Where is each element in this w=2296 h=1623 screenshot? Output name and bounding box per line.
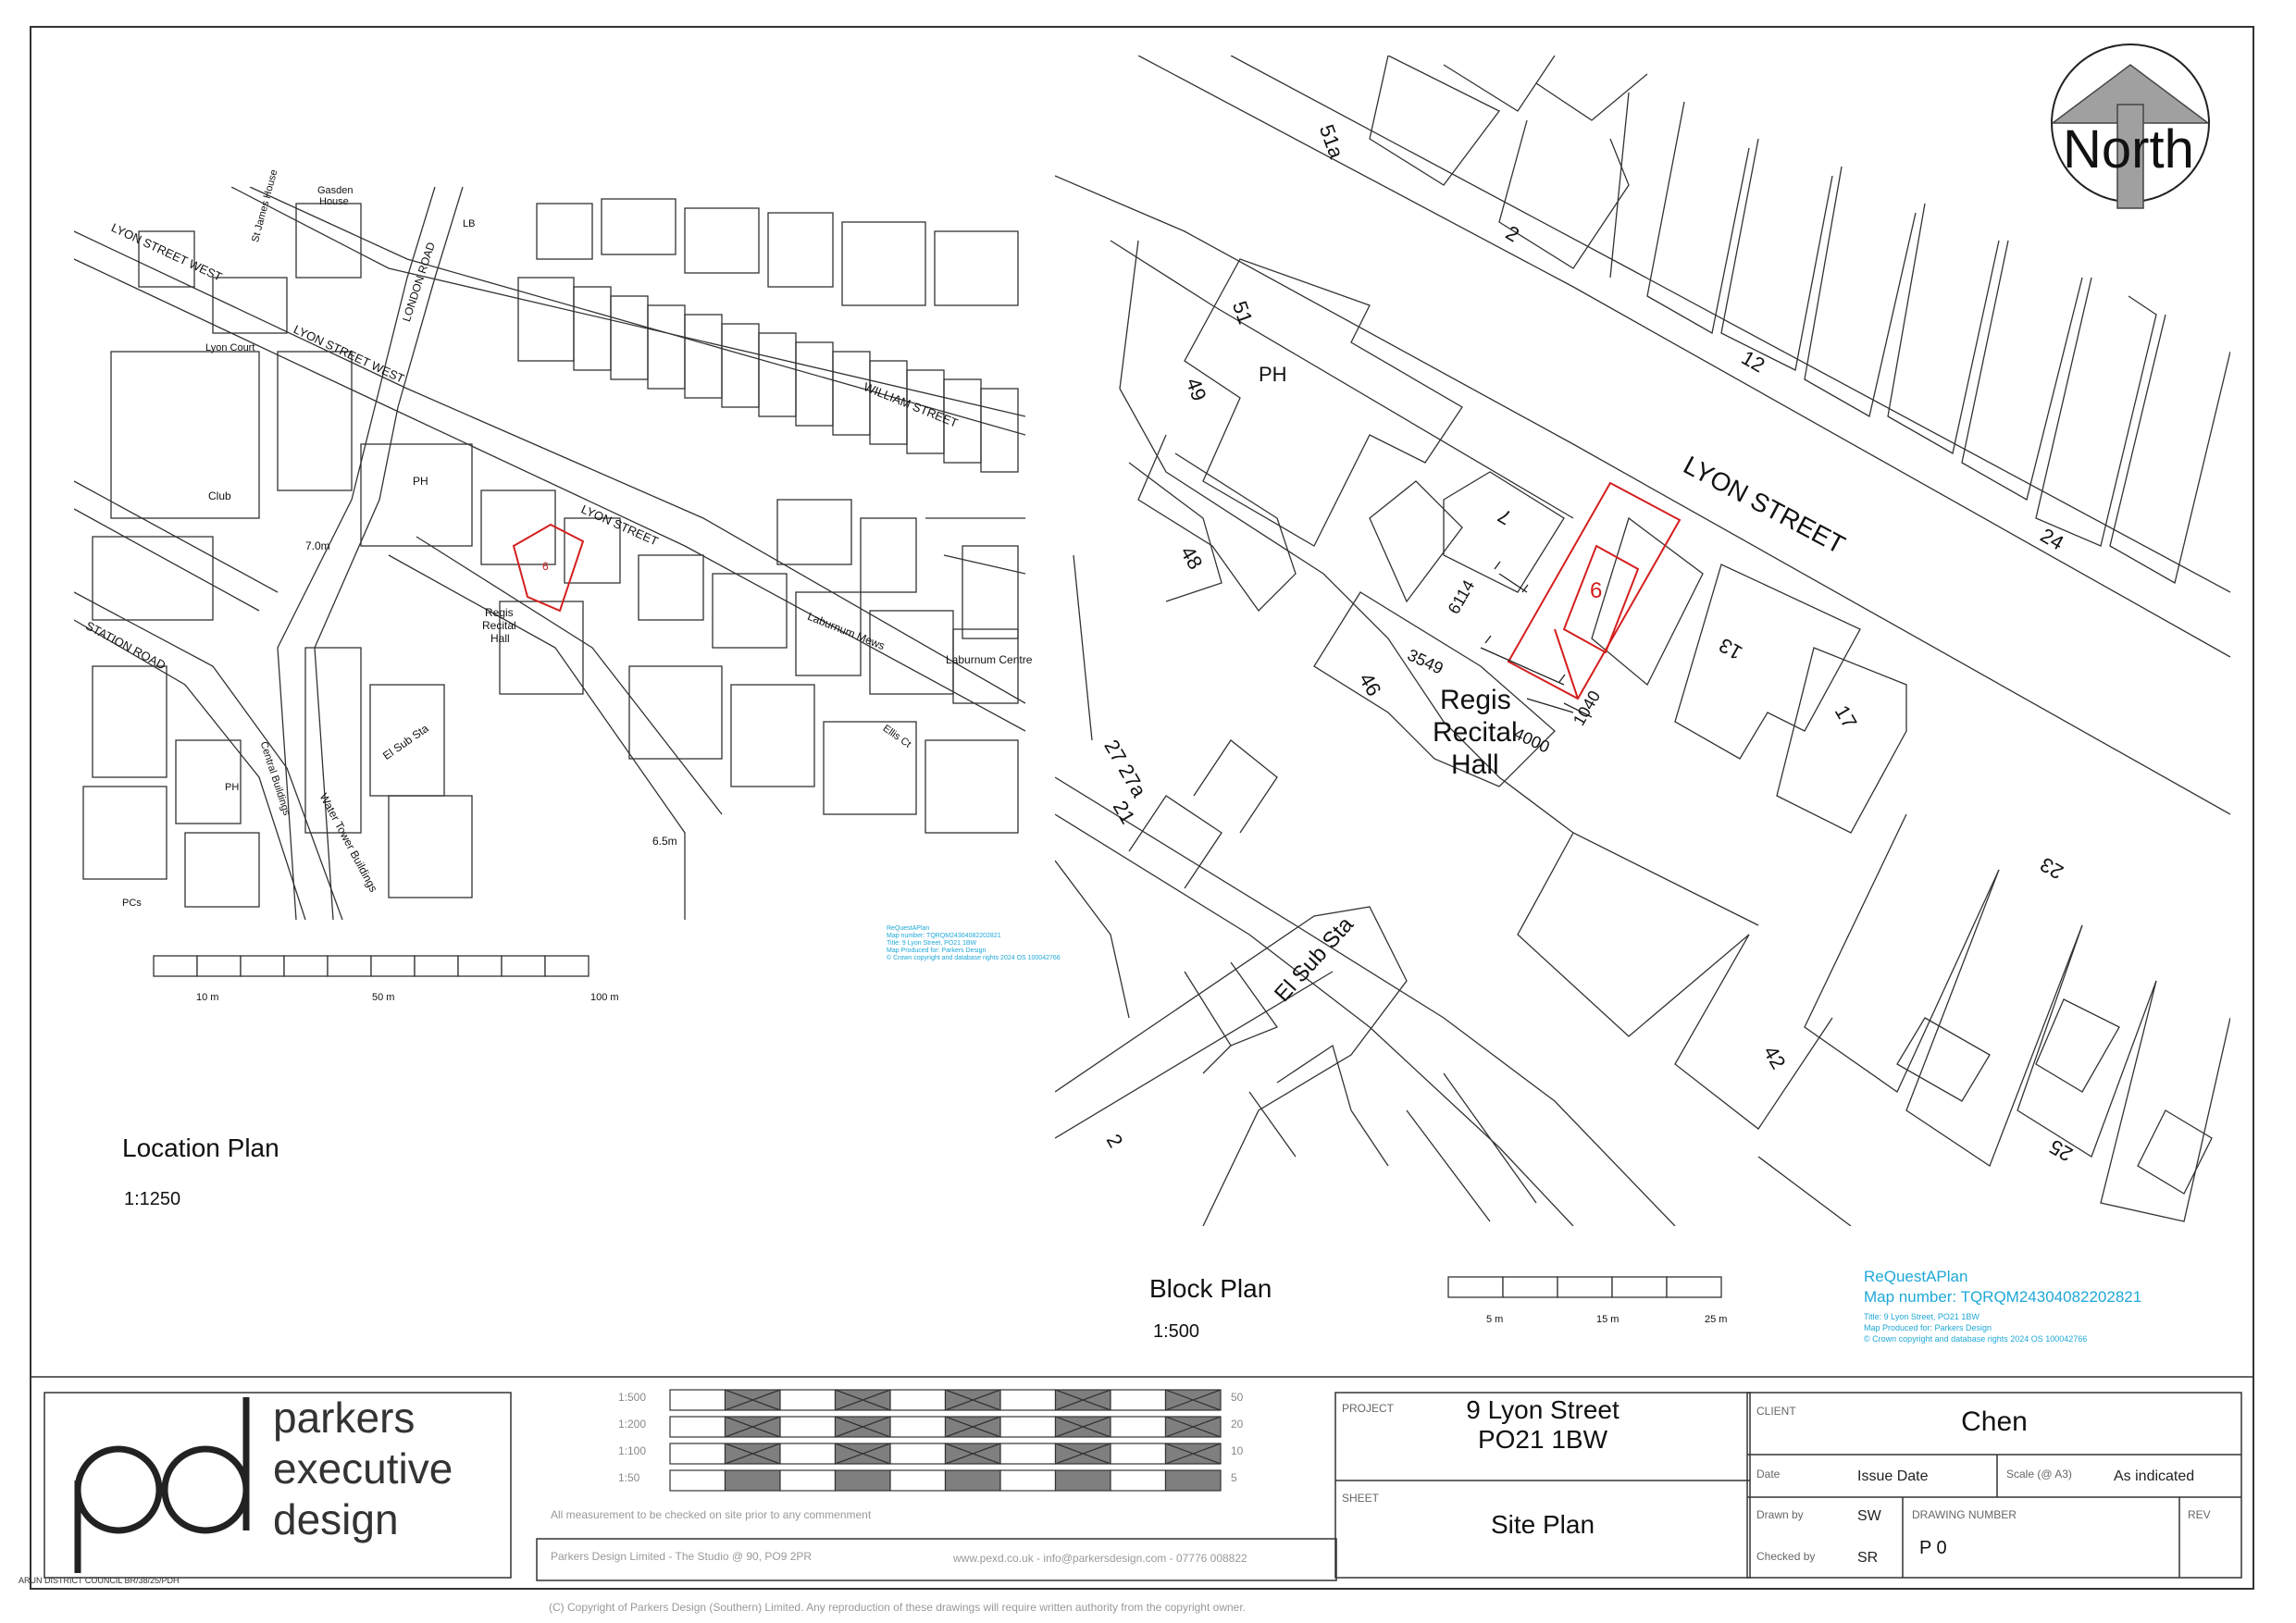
loc-label-el-sub-sta: El Sub Sta (380, 722, 431, 762)
north-label: North (2063, 119, 2194, 180)
checked-by-value: SR (1857, 1550, 1879, 1566)
requestaplan-produced-for: Map Produced for: Parkers Design (1864, 1323, 1992, 1332)
scale-row-1-right: 50 (1231, 1391, 1244, 1404)
loc-copyright (887, 925, 1061, 962)
scale-row-1-left: 1:500 (618, 1391, 647, 1404)
loc-label-lyon-st-west-1: LYON STREET WEST (108, 220, 225, 284)
loc-label-ellis-ct: Ellis Ct (880, 723, 913, 750)
dimension-3549: 3549 (1404, 645, 1446, 678)
block-label-48: 48 (1175, 541, 1208, 574)
scale-row-2-left: 1:200 (618, 1418, 647, 1431)
block-scale-label-5: 5 m (1486, 1314, 1504, 1325)
block-plan-map (1055, 56, 2230, 1226)
project-value (1335, 1395, 1750, 1455)
loc-label-ph: PH (413, 475, 428, 488)
block-label-12: 12 (1737, 345, 1769, 378)
loc-label-recital: Recital (482, 619, 516, 632)
loc-label-plot-6: 6 (542, 560, 549, 573)
loc-label-laburnum-centre: Laburnum Centre (946, 653, 1033, 666)
loc-label-st-james-house: St James House (250, 168, 280, 244)
client-value: Chen (1961, 1406, 2028, 1437)
drawn-by-label: Drawn by (1756, 1508, 1804, 1521)
scale-row-2-right: 20 (1231, 1418, 1244, 1431)
block-label-hall: Hall (1451, 750, 1499, 780)
drawing-number-label: DRAWING NUMBER (1912, 1508, 2017, 1521)
block-label-2b: 2 (1101, 1130, 1128, 1152)
block-label-7: 7 (1494, 503, 1516, 530)
loc-label-water-tower: Water Tower Buildings (316, 791, 380, 895)
block-label-24: 24 (2036, 523, 2068, 555)
sheet-value: Site Plan (1490, 1510, 1595, 1539)
loc-label-club: Club (208, 489, 231, 502)
drawn-by-value: SW (1857, 1508, 1881, 1524)
loc-label-central-buildings: Central Buildings (257, 740, 292, 817)
block-label-6: 6 (1590, 578, 1603, 603)
block-label-regis: Regis (1440, 685, 1511, 715)
loc-label-gasden-1: Gasden (317, 185, 354, 196)
block-plan-title: Block Plan (1149, 1274, 1272, 1303)
scale-row-4-right: 5 (1231, 1471, 1237, 1484)
dimension-4000: 4000 (1510, 724, 1553, 757)
loc-scale-label-10: 10 m (196, 992, 219, 1003)
scale-row-3-left: 1:100 (618, 1444, 647, 1457)
loc-label-london-road: LONDON ROAD (400, 241, 438, 324)
loc-scale-label-100: 100 m (590, 992, 619, 1003)
sheet-label: SHEET (1342, 1492, 1380, 1505)
loc-label-pcs: PCs (122, 898, 142, 909)
block-label-21: 21 (1108, 796, 1140, 828)
location-plan-title: Location Plan (122, 1134, 279, 1162)
loc-label-lyon-street: LYON STREET (578, 502, 661, 549)
block-label-13: 13 (1715, 633, 1746, 665)
council-reference: ARUN DISTRICT COUNCIL BR/38/25/PDH (19, 1576, 180, 1585)
loc-copyright-line: Map number: TQRQM24304082202821 (887, 933, 1001, 939)
location-plan-map (74, 187, 1025, 920)
block-label-ph: PH (1259, 363, 1287, 386)
date-label: Date (1756, 1468, 1781, 1481)
block-label-51: 51 (1227, 298, 1258, 328)
loc-scale-label-50: 50 m (372, 992, 395, 1003)
location-scale-bar (154, 956, 589, 976)
block-scale-bar (1448, 1277, 1721, 1297)
block-label-17: 17 (1830, 700, 1862, 733)
block-label-49: 49 (1181, 375, 1211, 404)
loc-label-lb: LB (463, 218, 476, 229)
block-label-25: 25 (2045, 1134, 2077, 1167)
checked-by-label: Checked by (1756, 1550, 1816, 1563)
company-name-line-3: design (273, 1495, 399, 1543)
loc-copyright-line: ReQuestAPlan (887, 925, 930, 932)
loc-copyright-line: Map Produced for: Parkers Design (887, 948, 987, 954)
block-label-51a: 51a (1314, 121, 1348, 162)
loc-label-ph-2: PH (225, 782, 240, 793)
copyright-notice: (C) Copyright of Parkers Design (Southern) Limited. Any reproduction of these drawings will require written authority from the copyright owner. (549, 1601, 1247, 1614)
block-label-42: 42 (1758, 1041, 1791, 1073)
project-line-2: PO21 1BW (1477, 1425, 1608, 1454)
company-address: Parkers Design Limited - The Studio @ 90, PO9 2PR (551, 1550, 813, 1563)
scale-value: As indicated (2114, 1468, 2195, 1484)
company-name (273, 1393, 453, 1545)
block-label-lyon-street: LYON STREET (1679, 450, 1850, 560)
project-label: PROJECT (1342, 1402, 1395, 1415)
block-label-el-sub-sta: El Sub Sta (1270, 911, 1359, 1008)
project-line-1: 9 Lyon Street (1466, 1395, 1620, 1424)
scale-label: Scale (@ A3) (2006, 1468, 2072, 1481)
scale-row-4-left: 1:50 (618, 1471, 640, 1484)
requestaplan-title: Title: 9 Lyon Street, PO21 1BW (1864, 1312, 1980, 1321)
client-label: CLIENT (1756, 1405, 1796, 1418)
company-contact: www.pexd.co.uk - info@parkersdesign.com - 07776 008822 (953, 1552, 1247, 1565)
loc-label-station-road: STATION ROAD (83, 618, 168, 673)
loc-label-hall: Hall (490, 632, 510, 645)
requestaplan-brand: ReQuestAPlan (1864, 1268, 1968, 1285)
company-name-line-1: parkers (273, 1394, 416, 1442)
company-name-line-2: executive (273, 1444, 453, 1493)
requestaplan-map-number: Map number: TQRQM24304082202821 (1864, 1288, 2142, 1306)
block-scale-label-25: 25 m (1705, 1314, 1728, 1325)
loc-label-lyon-court: Lyon Court (205, 342, 255, 353)
logo-mark (78, 1397, 246, 1573)
measurement-note: All measurement to be checked on site prior to any commenment (551, 1508, 872, 1521)
loc-copyright-line: © Crown copyright and database rights 2024 OS 100042766 (887, 955, 1061, 961)
rev-label: REV (2188, 1508, 2211, 1521)
location-plan-scale: 1:1250 (124, 1189, 181, 1209)
scale-row-3-right: 10 (1231, 1444, 1244, 1457)
loc-label-lyon-st-west-2: LYON STREET WEST (291, 322, 407, 386)
block-label-27: 27 27a (1099, 736, 1151, 801)
block-scale-label-15: 15 m (1596, 1314, 1620, 1325)
loc-label-level-7: 7.0m (305, 539, 330, 552)
drawing-number-value: P 0 (1919, 1538, 1947, 1558)
loc-label-regis: Regis (485, 606, 514, 619)
dimension-1040: 1040 (1569, 687, 1605, 729)
scale-rulers (670, 1390, 1221, 1491)
date-value: Issue Date (1857, 1468, 1929, 1484)
dimension-6114: 6114 (1444, 576, 1479, 618)
block-label-46: 46 (1354, 668, 1386, 700)
loc-label-laburnum-mews: Laburnum Mews (805, 609, 887, 653)
block-plan-scale: 1:500 (1153, 1321, 1200, 1342)
block-label-23: 23 (2036, 852, 2067, 885)
loc-label-gasden-2: House (319, 196, 349, 207)
block-label-recital: Recital (1433, 717, 1518, 748)
loc-label-william-street: WILLIAM STREET (862, 379, 961, 430)
loc-copyright-line: Title: 9 Lyon Street, PO21 1BW (887, 940, 977, 947)
loc-label-level-6: 6.5m (652, 835, 677, 848)
block-label-2: 2 (1501, 220, 1523, 247)
requestaplan-crown: © Crown copyright and database rights 2024 OS 100042766 (1864, 1334, 2088, 1344)
